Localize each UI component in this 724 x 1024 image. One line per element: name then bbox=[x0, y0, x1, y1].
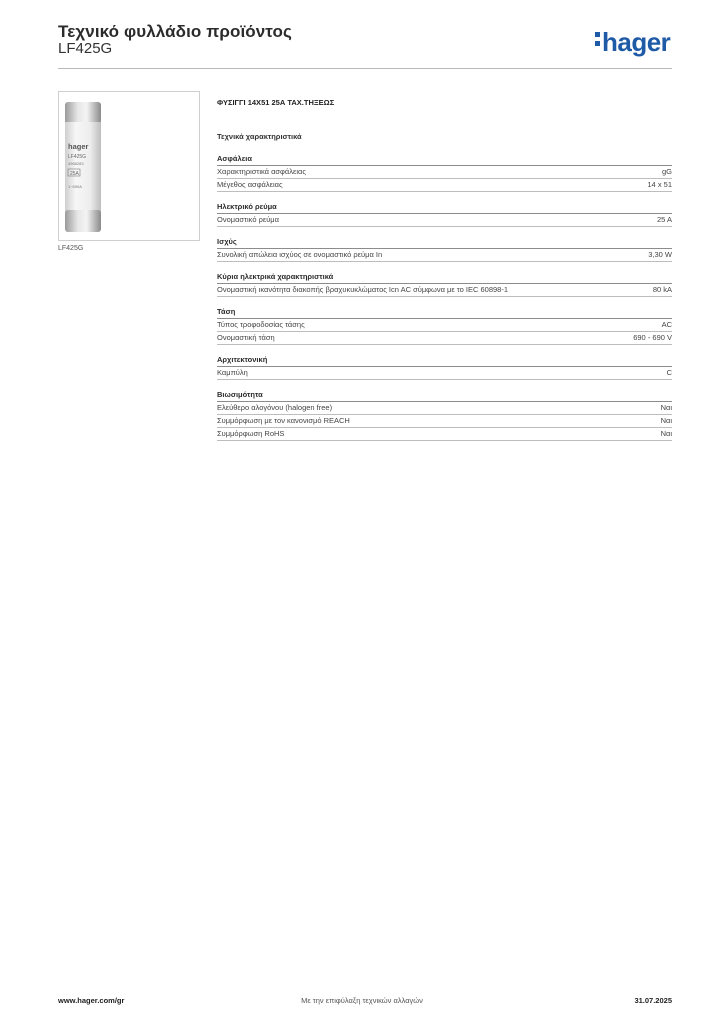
spec-value: AC bbox=[661, 320, 672, 329]
spec-content bbox=[217, 96, 672, 449]
spec-label: Ονομαστική τάση bbox=[217, 333, 275, 342]
footer-date: 31.07.2025 bbox=[634, 996, 672, 1005]
spec-label: Συμμόρφωση RoHS bbox=[217, 429, 285, 438]
fuse-label-rating: 25A bbox=[70, 171, 79, 177]
spec-value: Ναι bbox=[660, 416, 672, 425]
spec-section-sustainability bbox=[217, 388, 672, 441]
spec-section-fuse bbox=[217, 152, 672, 192]
spec-value: 14 x 51 bbox=[647, 180, 672, 189]
spec-row bbox=[217, 332, 672, 345]
section-title: Ισχύς bbox=[217, 235, 672, 249]
section-title: Ηλεκτρικό ρεύμα bbox=[217, 200, 672, 214]
spec-label: Τύπος τροφοδοσίας τάσης bbox=[217, 320, 305, 329]
image-caption: LF425G bbox=[58, 245, 84, 252]
technical-heading: Τεχνικά χαρακτηριστικά bbox=[217, 132, 302, 141]
spec-label: Χαρακτηριστικά ασφάλειας bbox=[217, 167, 306, 176]
fuse-label-voltage: 1~690A bbox=[68, 184, 82, 189]
spec-label: Συνολική απώλεια ισχύος σε ονομαστικό ρεύμα In bbox=[217, 250, 383, 259]
spec-section-voltage bbox=[217, 305, 672, 345]
spec-label: Ονομαστικό ρεύμα bbox=[217, 215, 279, 224]
spec-section-power bbox=[217, 235, 672, 262]
section-title: Κύρια ηλεκτρικά χαρακτηριστικά bbox=[217, 270, 672, 284]
spec-label: Συμμόρφωση με τον κανονισμό REACH bbox=[217, 416, 350, 425]
spec-label: Ελεύθερο αλογόνου (halogen free) bbox=[217, 403, 333, 412]
fuse-label-code: LF425G bbox=[68, 154, 87, 160]
spec-label: Ονομαστική ικανότητα διακοπής βραχυκυκλώματος Icn AC σύμφωνα με το IEC 60898-1 bbox=[217, 285, 509, 294]
spec-row bbox=[217, 214, 672, 227]
spec-section-architecture bbox=[217, 353, 672, 380]
spec-row bbox=[217, 166, 672, 179]
footer-notice: Με την επιφύλαξη τεχνικών αλλαγών bbox=[301, 996, 423, 1005]
section-title: Τάση bbox=[217, 305, 672, 319]
spec-value: 690 - 690 V bbox=[633, 333, 672, 342]
hager-logo bbox=[595, 27, 670, 58]
spec-value: 3,30 W bbox=[648, 250, 672, 259]
spec-row bbox=[217, 367, 672, 380]
product-image bbox=[58, 91, 200, 241]
fuse-label-ean: 4968283 bbox=[68, 161, 84, 166]
spec-row bbox=[217, 428, 672, 441]
logo-dots bbox=[595, 28, 601, 50]
spec-section-main-electrical bbox=[217, 270, 672, 297]
footer-website-link[interactable]: www.hager.com/gr bbox=[58, 996, 125, 1005]
spec-row bbox=[217, 415, 672, 428]
spec-label: Καμπύλη bbox=[217, 368, 248, 377]
spec-value: Ναι bbox=[660, 403, 672, 412]
spec-row bbox=[217, 284, 672, 297]
section-title: Βιωσιμότητα bbox=[217, 388, 672, 402]
section-title: Ασφάλεια bbox=[217, 152, 672, 166]
spec-label: Μέγεθος ασφάλειας bbox=[217, 180, 283, 189]
spec-value: C bbox=[666, 368, 672, 377]
spec-value: Ναι bbox=[660, 429, 672, 438]
fuse-cartridge-illustration bbox=[59, 92, 199, 240]
spec-section-current bbox=[217, 200, 672, 227]
header-divider bbox=[58, 68, 672, 69]
page-title: Τεχνικό φυλλάδιο προϊόντος bbox=[58, 22, 292, 41]
spec-row bbox=[217, 319, 672, 332]
fuse-label-brand: hager bbox=[68, 142, 89, 151]
product-code-subtitle: LF425G bbox=[58, 40, 113, 57]
spec-row bbox=[217, 249, 672, 262]
product-name: ΦΥΣΙΓΓΙ 14Χ51 25Α ΤΑΧ.ΤΗΞΕΩΣ bbox=[217, 98, 335, 107]
spec-row bbox=[217, 179, 672, 192]
spec-value: 80 kA bbox=[652, 285, 672, 294]
spec-value: gG bbox=[661, 167, 672, 176]
spec-row bbox=[217, 402, 672, 415]
section-title: Αρχιτεκτονική bbox=[217, 353, 672, 367]
logo-text: hager bbox=[602, 27, 671, 57]
spec-value: 25 A bbox=[656, 215, 672, 224]
